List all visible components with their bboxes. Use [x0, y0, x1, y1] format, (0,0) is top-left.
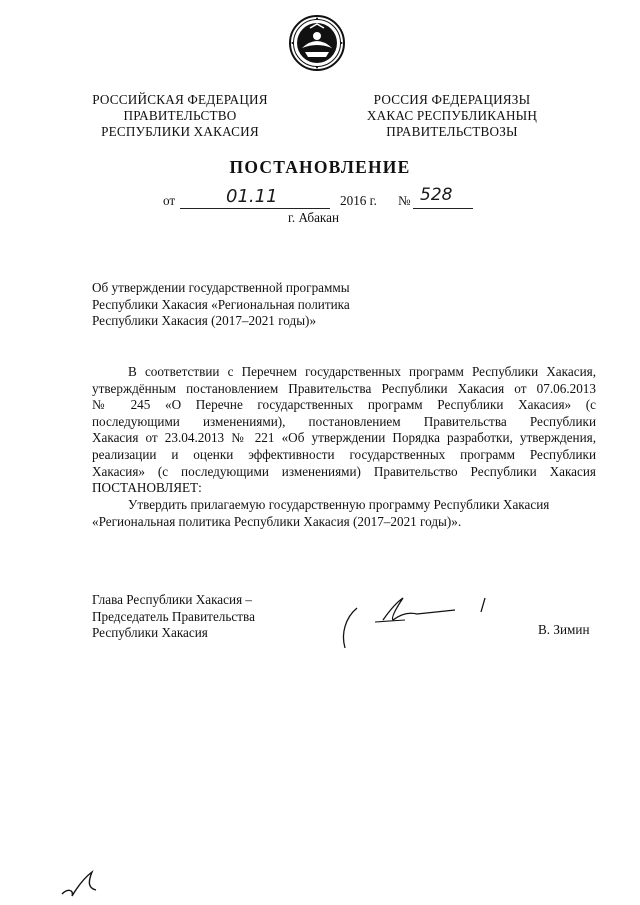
- header-right-line: ПРАВИТЕЛЬСТВОЗЫ: [386, 124, 518, 139]
- date-prefix: от: [163, 193, 176, 208]
- body-line: Хакасия от 23.04.2013 № 221 «Об утверждении Порядка разработки, утверждения,: [92, 430, 596, 446]
- handwritten-signature: [335, 590, 505, 660]
- header-left-line: РЕСПУБЛИКИ ХАКАСИЯ: [101, 124, 259, 139]
- position-line: Председатель Правительства: [92, 608, 255, 624]
- body-line: последующими изменениями), постановлением Правительства Республики: [92, 413, 596, 429]
- subject-line: Об утверждении государственной программы: [92, 280, 350, 295]
- body-line: Утвердить прилагаемую государственную программу Республики Хакасия: [128, 497, 550, 512]
- position-line: Глава Республики Хакасия –: [92, 592, 253, 607]
- body-line: В соответствии с Перечнем государственных программ Республики Хакасия,: [128, 364, 596, 379]
- body-paragraph-1: [92, 364, 596, 497]
- document-title: ПОСТАНОВЛЕНИЕ: [229, 157, 411, 177]
- signatory-position: [92, 592, 255, 642]
- subject-line: Республики Хакасия «Региональная политика: [92, 296, 350, 312]
- handwritten-number: 528: [420, 185, 453, 205]
- coat-of-arms-emblem: [288, 14, 346, 72]
- header-right: [352, 92, 552, 140]
- date-underline: [180, 208, 330, 209]
- handwritten-initials: [58, 868, 108, 900]
- body-paragraph-2: [92, 497, 596, 530]
- decree-word: ПОСТАНОВЛЯЕТ:: [92, 480, 202, 496]
- number-sign: №: [398, 193, 411, 208]
- place-of-issue: г. Абакан: [288, 210, 340, 225]
- header-right-line: РОССИЯ ФЕДЕРАЦИЯЗЫ: [373, 92, 531, 107]
- body-line: реализации и оценки эффективности государственных программ Республики: [92, 446, 596, 462]
- date-year: 2016 г.: [340, 193, 377, 208]
- header-left-line: РОССИЙСКАЯ ФЕДЕРАЦИЯ: [92, 92, 268, 107]
- number-underline: [413, 208, 473, 209]
- body-line: № 245 «О Перечне государственных программ Республики Хакасия» (с: [92, 397, 596, 413]
- subject-line: Республики Хакасия (2017–2021 годы)»: [92, 313, 317, 328]
- body-line: утверждённым постановлением Правительства Республики Хакасия от 07.06.2013: [92, 380, 596, 396]
- header-right-line: ХАКАС РЕСПУБЛИКАНЫҢ: [366, 108, 538, 123]
- header-left-line: ПРАВИТЕЛЬСТВО: [123, 108, 237, 123]
- handwritten-date: 01.11: [226, 186, 278, 207]
- body-line: «Региональная политика Республики Хакасия (2017–2021 годы)».: [92, 513, 462, 529]
- signatory-name: В. Зимин: [538, 622, 590, 637]
- document-subject: [92, 280, 422, 330]
- position-line: Республики Хакасия: [92, 625, 208, 641]
- header-left: [80, 92, 280, 140]
- body-line: Хакасия» (с последующими изменениями) Правительство Республики Хакасия: [92, 463, 596, 479]
